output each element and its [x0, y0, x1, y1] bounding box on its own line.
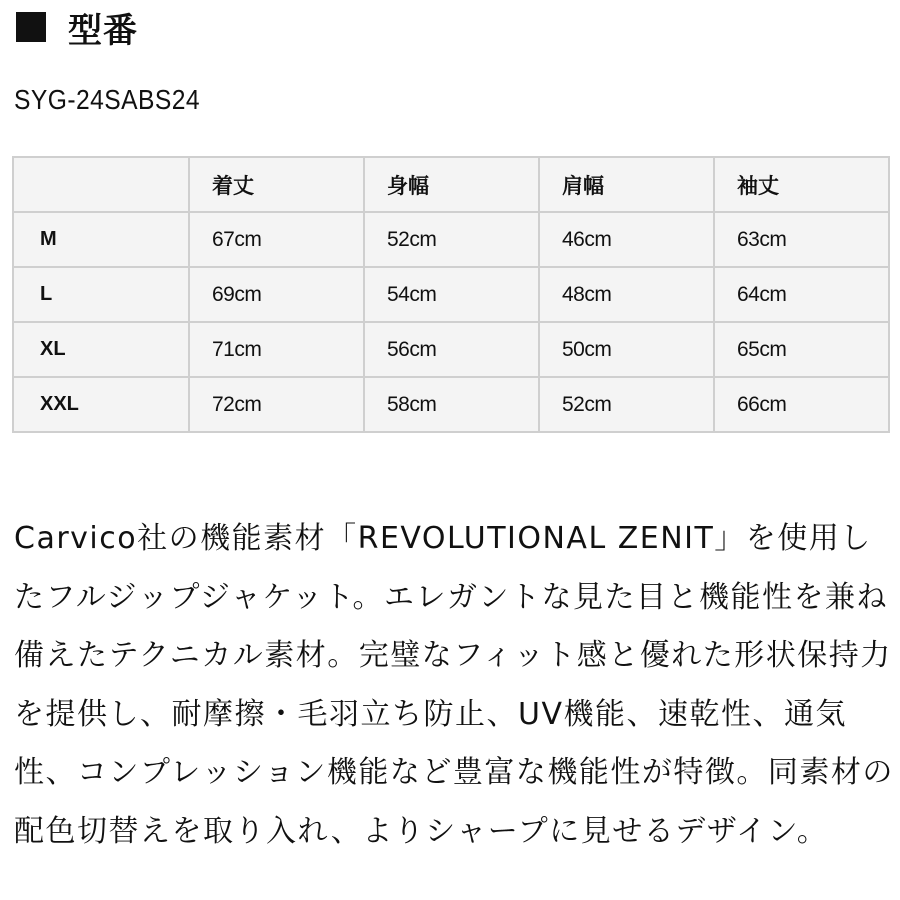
table-cell: 56cm	[364, 322, 539, 377]
size-label: XXL	[13, 377, 189, 432]
section-heading	[16, 4, 138, 50]
table-cell: 66cm	[714, 377, 889, 432]
table-row	[13, 377, 889, 432]
size-table	[12, 156, 890, 433]
black-square-icon	[16, 12, 46, 42]
table-cell: 69cm	[189, 267, 364, 322]
table-cell: 48cm	[539, 267, 714, 322]
table-row	[13, 322, 889, 377]
header-cell-empty	[13, 157, 189, 212]
model-number: SYG-24SABS24	[14, 84, 201, 115]
table-header-row	[13, 157, 889, 212]
size-label: L	[13, 267, 189, 322]
header-cell-sleeve-length: 袖丈	[714, 157, 889, 212]
table-cell: 46cm	[539, 212, 714, 267]
table-cell: 67cm	[189, 212, 364, 267]
table-cell: 52cm	[364, 212, 539, 267]
table-cell: 64cm	[714, 267, 889, 322]
table-row	[13, 267, 889, 322]
table-cell: 58cm	[364, 377, 539, 432]
header-cell-length: 着丈	[189, 157, 364, 212]
product-description: Carvico社の機能素材「REVOLUTIONAL ZENIT」を使用したフルジップジャケット。エレガントな見た目と機能性を兼ね備えたテクニカル素材。完璧なフィット感と優れた形状保持力を提供し、耐摩擦・毛羽立ち防止、UV機能、速乾性、通気性、コンプレッション機能など豊富な機能性が特徴。同素材の配色切替えを取り入れ、よりシャープに見せるデザイン。	[14, 521, 894, 849]
table-cell: 72cm	[189, 377, 364, 432]
size-label: M	[13, 212, 189, 267]
section-title: 型番	[68, 10, 138, 51]
table-cell: 65cm	[714, 322, 889, 377]
table-cell: 50cm	[539, 322, 714, 377]
header-cell-shoulder-width: 肩幅	[539, 157, 714, 212]
table-cell: 54cm	[364, 267, 539, 322]
table-cell: 71cm	[189, 322, 364, 377]
table-cell: 63cm	[714, 212, 889, 267]
table-row	[13, 212, 889, 267]
size-label: XL	[13, 322, 189, 377]
table-cell: 52cm	[539, 377, 714, 432]
header-cell-chest-width: 身幅	[364, 157, 539, 212]
